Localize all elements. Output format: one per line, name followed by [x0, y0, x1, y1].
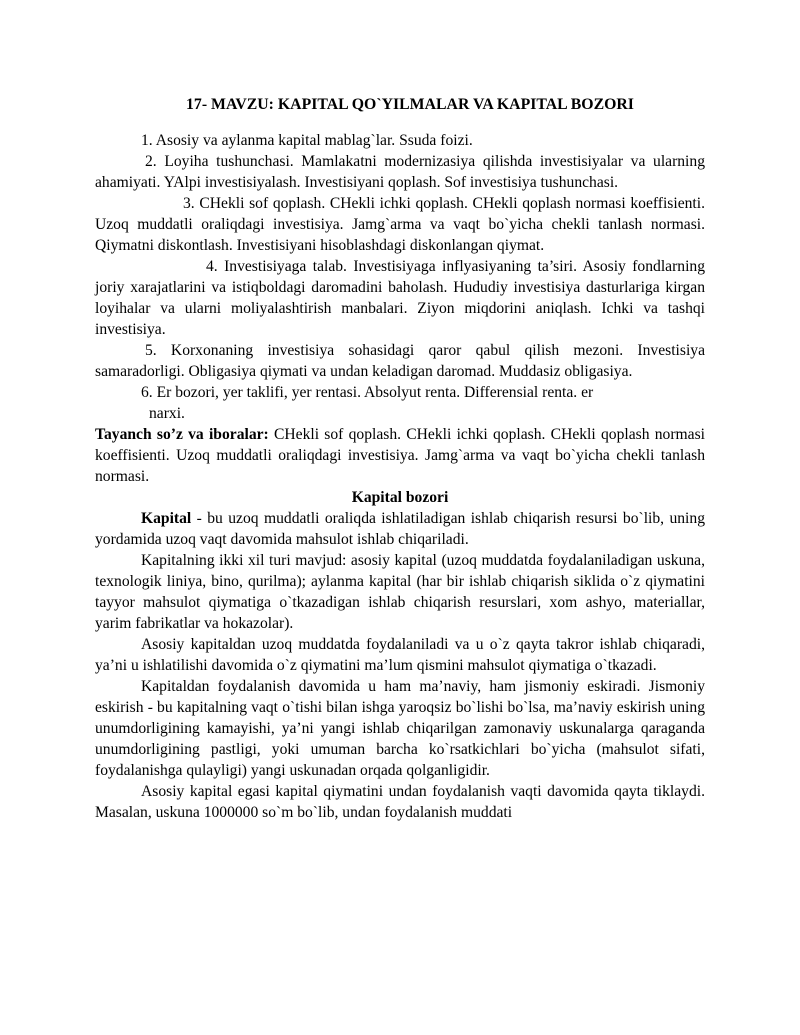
- capital-term: Kapital: [141, 510, 192, 527]
- document-page: [95, 94, 705, 823]
- paragraph-capital-types: Kapitalning ikki xil turi mavjud: asosiy kapital (uzoq muddatda foydalaniladigan uskuna, texnologik liniya, bino, qurilma); aylanma kapital (har bir ishlab chiqarish siklida o`z qiymatini tayyor mahsulot qiymatiga o`tkazadigan ishlab chiqarish resurslari, xom ashyo, materiallar, yarim fabrikatlar va hokazolar).: [95, 552, 705, 632]
- paragraph-restoration: Asosiy kapital egasi kapital qiymatini undan foydalanish vaqti davomida qayta tiklaydi. Masalan, uskuna 1000000 so`m bo`lib, undan foydalanish muddati: [95, 783, 705, 821]
- topic-2: 2. Loyiha tushunchasi. Mamlakatni modernizasiya qilishda investisiyalar va ularning ahamiyati. YAlpi investisiyalash. Investisiyani qoplash. Sof investisiya tushunchasi.: [95, 153, 705, 191]
- topic-6: [95, 382, 705, 424]
- topic-6-line-2: narxi.: [149, 405, 185, 422]
- paragraph-fixed-capital: Asosiy kapitaldan uzoq muddatda foydalaniladi va u o`z qayta takror ishlab chiqaradi, ya’ni u ishlatilishi davomida o`z qiymatini ma’lum qismini mahsulot qiymatiga o`tkazadi.: [95, 636, 705, 674]
- paragraph-depreciation: Kapitaldan foydalanish davomida u ham ma’naviy, ham jismoniy eskiradi. Jismoniy eskirish - bu kapitalning vaqt o`tishi bilan ishga yaroqsiz bo`lishi bo`lsa, ma’naviy eskirish uning unumdorligining kamayishi, ya’ni yangi ishlab chiqarilgan zamonaviy uskunalarga qaraganda unumdorligining pastligi, yoki umuman barcha ko`rsatkichlari bo`yicha (mahsulot sifati, foydalanishga qulayligi) yangi uskunadan orqada qolganligidir.: [95, 678, 705, 779]
- keywords-paragraph: [95, 424, 705, 487]
- section-heading: Kapital bozori: [351, 489, 449, 506]
- capital-definition-text: - bu uzoq muddatli oraliqda ishlatiladigan ishlab chiqarish resursi bo`lib, uning yordamida uzoq vaqt davomida mahsulot ishlab chiqariladi.: [95, 510, 705, 548]
- topic-1: 1. Asosiy va aylanma kapital mablag`lar. Ssuda foizi.: [141, 132, 473, 149]
- document-title: 17- MAVZU: KAPITAL QO`YILMALAR VA KAPITAL BOZORI: [186, 96, 634, 113]
- topic-5: 5. Korxonaning investisiya sohasidagi qaror qabul qilish mezoni. Investisiya samaradorligi. Obligasiya qiymati va undan keladigan daromad. Muddasiz obligasiya.: [95, 342, 705, 380]
- topic-4: 4. Investisiyaga talab. Investisiyaga inflyasiyaning ta’siri. Asosiy fondlarning joriy xarajatlarini va istiqboldagi daromadini baholash. Hududiy investisiya dasturlariga kirgan loyihalar va ularni moliyalashtirish manbalari. Ziyon miqdorini aniqlash. Ichki va tashqi investisiya.: [95, 258, 705, 338]
- topic-3: 3. CHekli sof qoplash. CHekli ichki qoplash. CHekli qoplash normasi koeffisienti. Uzoq muddatli oraliqdagi investisiya. Jamg`arma va vaqt bo`yicha chekli tanlash normasi. Qiymatni diskontlash. Investisiyani hisoblashdagi diskonlangan qiymat.: [95, 195, 705, 254]
- topic-6-line-1: 6. Er bozori, yer taklifi, yer rentasi. Absolyut renta. Differensial renta. er: [141, 384, 594, 401]
- keywords-label: Tayanch so’z va iboralar:: [95, 426, 269, 443]
- keywords-text: CHekli sof qoplash. CHekli ichki qoplash. CHekli qoplash normasi koeffisienti. Uzoq muddatli oraliqdagi investisiya. Jamg`arma va vaqt bo`yicha chekli tanlash normasi.: [95, 426, 705, 485]
- paragraph-capital-definition: [95, 508, 705, 550]
